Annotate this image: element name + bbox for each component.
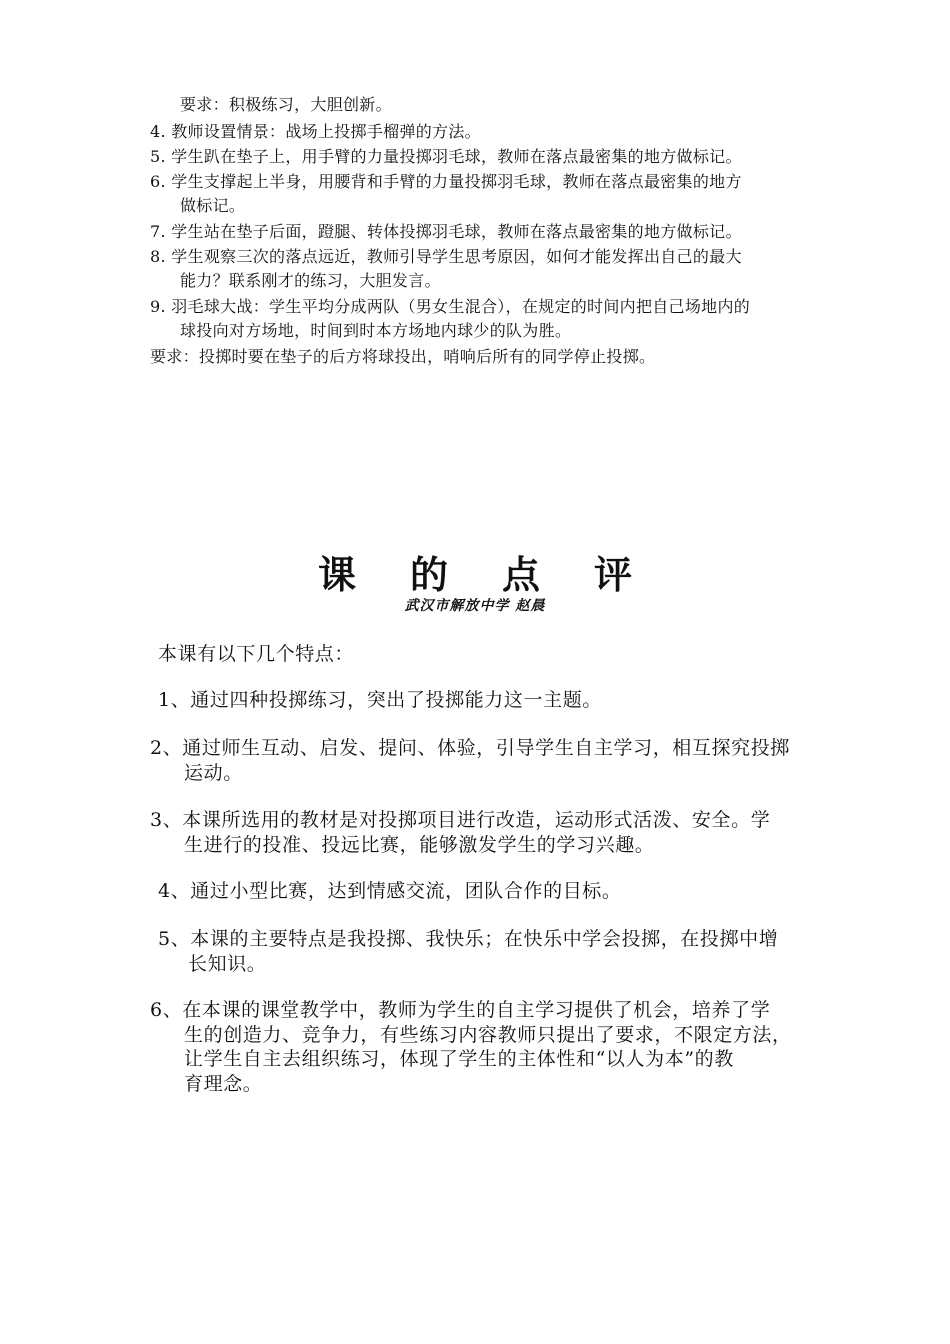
- step-4-line: 4. 教师设置情景：战场上投掷手榴弹的方法。: [150, 122, 481, 141]
- step-8-continuation: 能力？联系刚才的练习，大胆发言。: [180, 271, 441, 290]
- review-point-6-continuation-1: 生的创造力、竞争力，有些练习内容教师只提出了要求，不限定方法，: [184, 1024, 792, 1046]
- review-title: 课的点评: [317, 553, 686, 597]
- review-point-6-continuation-3: 育理念。: [184, 1073, 263, 1095]
- review-author: 武汉市解放中学 赵晨: [404, 598, 546, 614]
- final-requirement-line: 要求：投掷时要在垫子的后方将球投出，哨响后所有的同学停止投掷。: [150, 347, 656, 366]
- step-7-line: 7. 学生站在垫子后面，蹬腿、转体投掷羽毛球，教师在落点最密集的地方做标记。: [150, 222, 742, 241]
- step-requirement-line: 要求：积极练习，大胆创新。: [180, 95, 392, 114]
- step-9-line: 9. 羽毛球大战：学生平均分成两队（男女生混合），在规定的时间内把自己场地内的: [150, 297, 751, 316]
- step-6-line: 6. 学生支撑起上半身，用腰背和手臂的力量投掷羽毛球，教师在落点最密集的地方: [150, 172, 742, 191]
- review-point-5-continuation: 长知识。: [188, 953, 267, 975]
- step-5-line: 5. 学生趴在垫子上，用手臂的力量投掷羽毛球，教师在落点最密集的地方做标记。: [150, 147, 742, 166]
- review-point-1: 1、通过四种投掷练习，突出了投掷能力这一主题。: [158, 689, 602, 711]
- review-point-3: 3、本课所选用的教材是对投掷项目进行改造，运动形式活泼、安全。学: [150, 809, 771, 831]
- review-point-3-continuation: 生进行的投准、投远比赛，能够激发学生的学习兴趣。: [184, 834, 655, 856]
- step-9-continuation: 球投向对方场地，时间到时本方场地内球少的队为胜。: [180, 321, 572, 340]
- review-point-5: 5、本课的主要特点是我投掷、我快乐；在快乐中学会投掷，在投掷中增: [158, 928, 779, 950]
- review-point-6-continuation-2: 让学生自主去组织练习，体现了学生的主体性和“以人为本”的教: [184, 1048, 734, 1070]
- review-point-6: 6、在本课的课堂教学中，教师为学生的自主学习提供了机会，培养了学: [150, 999, 771, 1021]
- review-intro: 本课有以下几个特点：: [158, 643, 355, 665]
- review-point-4: 4、通过小型比赛，达到情感交流，团队合作的目标。: [158, 880, 622, 902]
- review-point-2: 2、通过师生互动、启发、提问、体验，引导学生自主学习，相互探究投掷: [150, 737, 790, 759]
- review-point-2-continuation: 运动。: [184, 762, 243, 784]
- step-6-continuation: 做标记。: [180, 196, 246, 215]
- step-8-line: 8. 学生观察三次的落点远近，教师引导学生思考原因，如何才能发挥出自己的最大: [150, 247, 742, 266]
